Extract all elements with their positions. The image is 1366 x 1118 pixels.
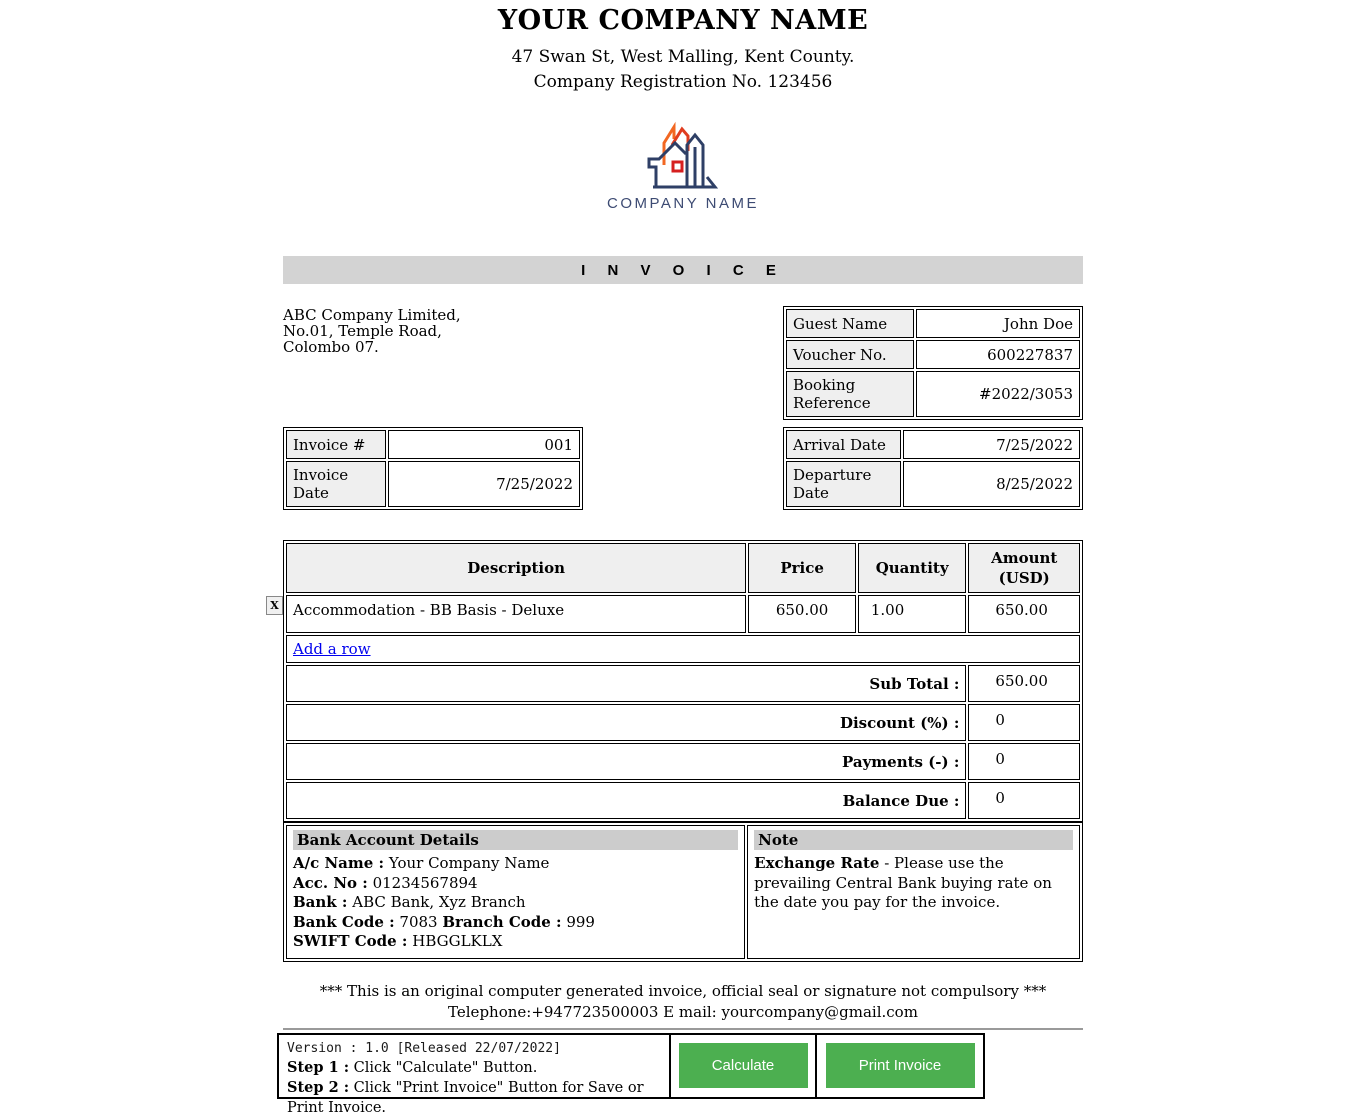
note-cell [747, 825, 1080, 959]
table-row [286, 430, 580, 459]
step-1-text: Step 1 : Click "Calculate" Button. [287, 1058, 538, 1076]
note-title: Note [754, 830, 1073, 850]
amount-column-header: Amount (USD) [968, 543, 1080, 593]
table-row [786, 309, 1080, 338]
voucher-no-value[interactable]: 600227837 [916, 340, 1080, 369]
bank-note-table [283, 822, 1083, 962]
voucher-no-label: Voucher No. [786, 340, 914, 369]
description-column-header: Description [286, 543, 746, 593]
bank-line-codes: Bank Code : 7083 Branch Code : 999 [293, 912, 595, 931]
balance-due-value-field[interactable]: 0 [968, 782, 1080, 819]
item-price-field[interactable]: 650.00 [748, 595, 856, 633]
company-registration: Company Registration No. 123456 [533, 72, 833, 92]
footer-contact: Telephone:+947723500003 E mail: yourcompany@gmail.com [448, 1002, 918, 1021]
calculate-button-cell [671, 1035, 817, 1097]
print-button-cell [817, 1035, 983, 1097]
bill-to-address [283, 306, 461, 420]
arrival-date-label: Arrival Date [786, 430, 901, 459]
note-text: Exchange Rate - Please use the prevailing Central Bank buying rate on the date you pay for the invoice. [754, 854, 1052, 911]
version-action-box [277, 1033, 985, 1116]
step-2-text: Step 2 : Click "Print Invoice" Button for Save or Print Invoice. [287, 1079, 644, 1116]
invoice-date-label: Invoice Date [286, 461, 386, 507]
company-logo [283, 115, 1083, 212]
invoice-meta-table [283, 427, 583, 510]
subtotal-label: Sub Total : [286, 665, 966, 702]
payments-label: Payments (-) : [286, 743, 966, 780]
payments-row [286, 743, 1080, 780]
booking-reference-value[interactable]: #2022/3053 [916, 371, 1080, 417]
company-address: 47 Swan St, West Malling, Kent County. [511, 47, 855, 67]
bill-to-line: No.01, Temple Road, [283, 322, 442, 340]
discount-value-field[interactable]: 0 [968, 704, 1080, 741]
guest-name-label: Guest Name [786, 309, 914, 338]
add-a-row-link[interactable]: Add a row [293, 640, 371, 658]
print-invoice-button[interactable]: Print Invoice [826, 1043, 975, 1088]
invoice-page [270, 0, 1083, 1116]
discount-label: Discount (%) : [286, 704, 966, 741]
guest-info-table [783, 306, 1083, 420]
guest-name-value[interactable]: John Doe [916, 309, 1080, 338]
version-text: Version : 1.0 [Released 22/07/2022] [287, 1040, 561, 1056]
booking-reference-label: Booking Reference [786, 371, 914, 417]
calculate-button[interactable]: Calculate [679, 1043, 808, 1088]
invoice-number-label: Invoice # [286, 430, 386, 459]
bill-to-line: Colombo 07. [283, 338, 379, 356]
arrival-date-value[interactable]: 7/25/2022 [903, 430, 1080, 459]
items-header-row [286, 543, 1080, 593]
footer-disclaimer: *** This is an original computer generated invoice, official seal or signature not compulsory *** [319, 981, 1047, 1000]
item-description-field[interactable]: Accommodation - BB Basis - Deluxe [286, 595, 746, 633]
delete-row-button[interactable]: X [266, 596, 283, 615]
table-row [786, 461, 1080, 507]
bank-line-acc-no: Acc. No : 01234567894 [293, 873, 478, 892]
invoice-banner-title: I N V O I C E [581, 262, 785, 279]
footer [283, 981, 1083, 1023]
line-items-table [283, 540, 1083, 822]
bank-details-cell [286, 825, 745, 959]
table-row [786, 430, 1080, 459]
item-row [286, 595, 1080, 633]
bill-to-line: ABC Company Limited, [283, 306, 461, 324]
balance-due-label: Balance Due : [286, 782, 966, 819]
table-row [286, 825, 1080, 959]
balance-due-row [286, 782, 1080, 819]
logo-text: COMPANY NAME [607, 195, 759, 212]
table-row [786, 371, 1080, 417]
bank-line-bank: Bank : ABC Bank, Xyz Branch [293, 893, 526, 911]
price-column-header: Price [748, 543, 856, 593]
add-row-row [286, 635, 1080, 663]
invoice-number-value[interactable]: 001 [388, 430, 580, 459]
quantity-column-header: Quantity [858, 543, 967, 593]
table-row [286, 461, 580, 507]
subtotal-value-field[interactable]: 650.00 [968, 665, 1080, 702]
stay-dates-table [783, 427, 1083, 510]
table-row [786, 340, 1080, 369]
add-row-cell [286, 635, 1080, 663]
departure-date-value[interactable]: 8/25/2022 [903, 461, 1080, 507]
buildings-logo-icon [631, 115, 735, 193]
company-name-heading: YOUR COMPANY NAME [497, 5, 869, 36]
payments-value-field[interactable]: 0 [968, 743, 1080, 780]
company-header [283, 0, 1083, 95]
subtotal-row [286, 665, 1080, 702]
divider-rule [283, 1028, 1083, 1030]
discount-row [286, 704, 1080, 741]
invoice-banner [283, 256, 1083, 284]
invoice-date-value[interactable]: 7/25/2022 [388, 461, 580, 507]
bank-line-swift: SWIFT Code : HBGGLKLX [293, 932, 503, 950]
bank-details-title: Bank Account Details [293, 830, 738, 850]
item-quantity-field[interactable]: 1.00 [858, 595, 967, 633]
item-amount-field[interactable]: 650.00 [968, 595, 1080, 633]
version-info [279, 1035, 671, 1116]
departure-date-label: Departure Date [786, 461, 901, 507]
bank-line-ac-name: A/c Name : Your Company Name [293, 854, 550, 872]
